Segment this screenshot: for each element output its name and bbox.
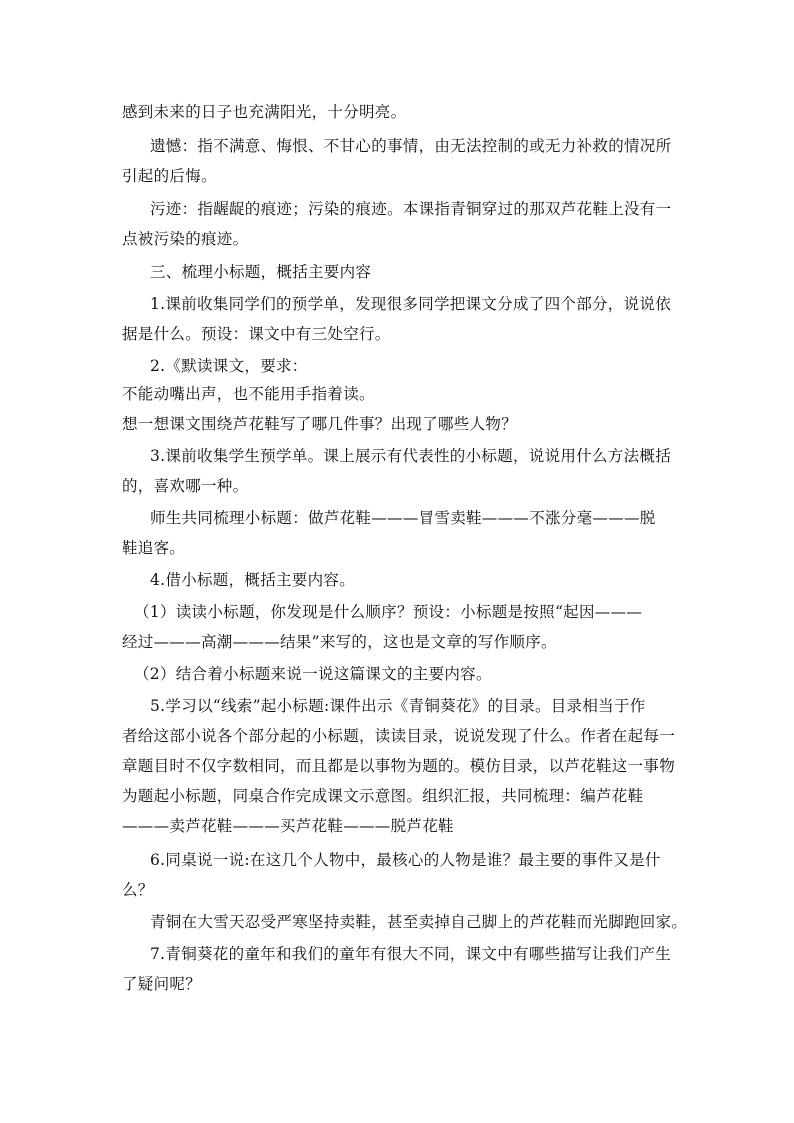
text-line: 污迹：指龌龊的痕迹；污染的痕迹。本课指青铜穿过的那双芦花鞋上没有一 [150, 200, 672, 218]
section-heading: 三、梳理小标题，概括主要内容 [150, 263, 372, 281]
text-line: ———卖芦花鞋———买芦花鞋———脱芦花鞋 [122, 817, 454, 835]
text-line: 点被污染的痕迹。 [122, 230, 249, 248]
text-line: 4.借小标题，概括主要内容。 [150, 571, 355, 589]
text-line: （2）结合着小标题来说一说这篇课文的主要内容。 [134, 665, 492, 683]
text-line: 鞋追客。 [122, 539, 186, 557]
text-line: 章题目时不仅字数相同，而且都是以事物为题的。模仿目录，以芦花鞋这一事物 [122, 757, 676, 775]
text-line: 不能动嘴出声，也不能用手指着读。 [122, 385, 375, 403]
text-line: 青铜在大雪天忍受严寒坚持卖鞋，甚至卖掉自己脚上的芦花鞋而光脚跑回家。 [150, 913, 688, 931]
text-line: 了疑问呢？ [122, 975, 202, 993]
text-line: （1）读读小标题，你发现是什么顺序？预设：小标题是按照“起因——— [134, 603, 643, 621]
text-line: 6.同桌说一说:在这几个人物中，最核心的人物是谁？最主要的事件又是什 [150, 851, 661, 869]
text-line: 2.《默读课文，要求： [150, 357, 308, 375]
text-line: 遗憾：指不满意、悔恨、不甘心的事情，由无法控制的或无力补救的情况所 [150, 137, 672, 155]
text-line: 7.青铜葵花的童年和我们的童年有很大不同，课文中有哪些描写让我们产生 [150, 945, 671, 963]
text-line: 引起的后悔。 [122, 167, 217, 185]
text-line: 为题起小标题，同桌合作完成课文示意图。组织汇报，共同梳理：编芦花鞋 [122, 787, 644, 805]
text-line: 3.课前收集学生预学单。课上展示有代表性的小标题，说说用什么方法概括 [150, 447, 671, 465]
text-line: 想一想课文围绕芦花鞋写了哪几件事？出现了哪些人物？ [122, 415, 518, 433]
text-line: 么？ [122, 881, 154, 899]
text-line: 1.课前收集同学们的预学单，发现很多同学把课文分成了四个部分，说说依 [150, 295, 671, 313]
text-line: 经过———高潮———结果”来写的，这也是文章的写作顺序。 [122, 633, 557, 651]
text-line: 师生共同梳理小标题：做芦花鞋———冒雪卖鞋———不涨分毫———脱 [150, 509, 656, 527]
text-line: 者给这部小说各个部分起的小标题，读读目录，说说发现了什么。作者在起每一 [122, 727, 676, 745]
text-line: 的，喜欢哪一种。 [122, 477, 249, 495]
text-line: 感到未来的日子也充满阳光，十分明亮。 [122, 103, 407, 121]
text-line: 5.学习以“线索”起小标题:课件出示《青铜葵花》的目录。目录相当于作 [150, 697, 646, 715]
text-line: 据是什么。预设：课文中有三处空行。 [122, 325, 391, 343]
